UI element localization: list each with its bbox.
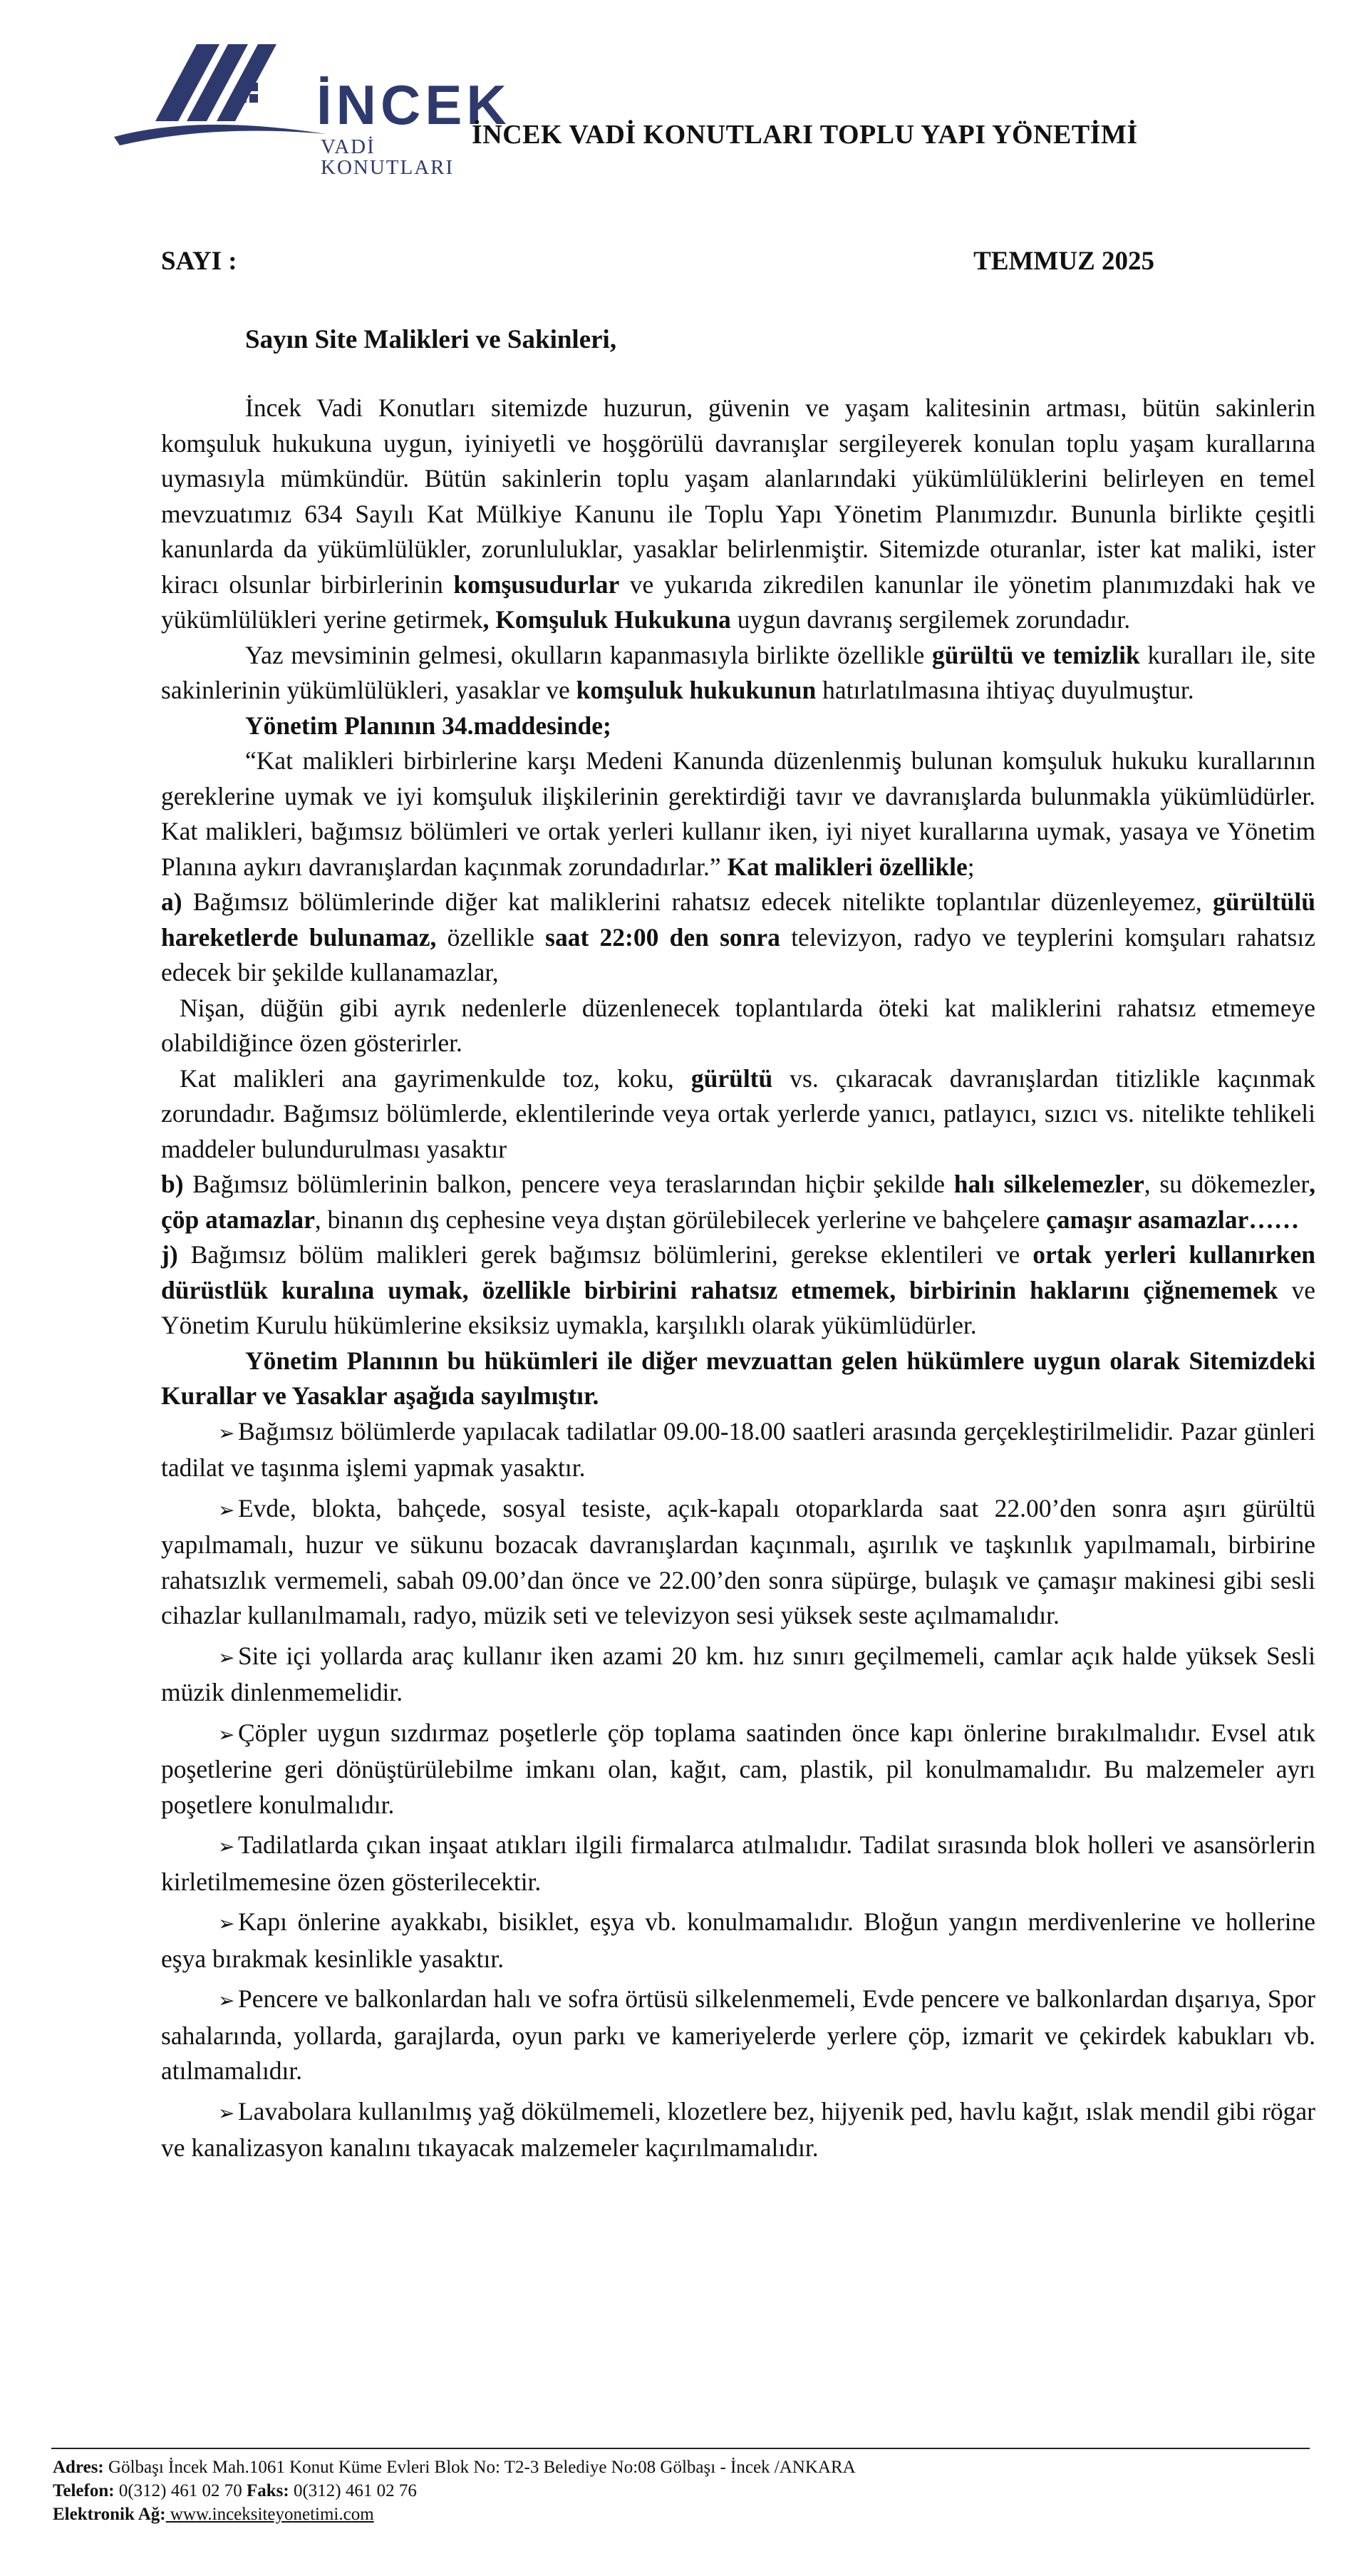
text-run: Bağımsız bölümlerinde diğer kat maliklerini rahatsız edecek nitelikte toplantılar düzenleyemez, xyxy=(182,887,1213,916)
text-run: İncek Vadi Konutları sitemizde huzurun, güvenin ve yaşam kalitesinin artması, bütün sakinlerin komşuluk hukukuna uygun, iyiniyetli ve hoşgörülü davranışlar sergileyerek konulan toplu yaşam kurallarına uymasıyla mümkündür. Bütün sakinlerin toplu yaşam alanlarındaki yükümlülüklerini belirleyen en temel mevzuatımız 634 Sayılı Kat Mülkiye Kanunu ile Toplu Yapı Yönetim Planımızdır. Bununla birlikte çeşitli kanunlarda da yükümlülükler, zorunluluklar, yasaklar belirlenmiştir. Sitemizde oturanlar, ister kat maliki, ister kiracı olsunlar birbirlerinin xyxy=(161,393,1315,599)
fax-number: 0(312) 461 02 76 xyxy=(289,2481,417,2500)
text-run: Bağımsız bölüm malikleri gerek bağımsız bölümlerini, gerekse eklentileri ve xyxy=(177,1240,1033,1269)
article-quote xyxy=(161,743,1315,885)
rule-item xyxy=(161,1905,1315,1977)
arrow-bullet-icon: ➢ xyxy=(218,2101,235,2125)
document-date: TEMMUZ 2025 xyxy=(973,247,1154,276)
bold-run: , Komşuluk Hukukuna xyxy=(482,605,731,634)
organization-title: İNCEK VADİ KONUTLARI TOPLU YAPI YÖNETİMİ xyxy=(472,120,1138,150)
salutation: Sayın Site Malikleri ve Sakinleri, xyxy=(245,325,617,354)
logo-name: İNCEK xyxy=(316,73,511,136)
bold-run: halı silkelemezler xyxy=(953,1170,1144,1198)
rule-item xyxy=(161,1982,1315,2089)
text-run: uygun davranış sergilemek zorundadır. xyxy=(730,605,1131,634)
footer-contact xyxy=(53,2479,856,2503)
footer-divider xyxy=(51,2448,1310,2449)
text-run: ; xyxy=(967,852,975,881)
rule-text: Bağımsız bölümlerde yapılacak tadilatlar 09.00-18.00 saatleri arasında gerçekleştirilmelidir. Pazar günleri tadilat ve taşınma işlemi yapmak yasaktır. xyxy=(161,1416,1315,1482)
company-logo xyxy=(113,37,511,179)
letter-body xyxy=(161,391,1315,2171)
footer-address xyxy=(53,2456,856,2479)
text-run: Kat malikleri ana gayrimenkulde toz, koku, xyxy=(180,1063,691,1093)
text-run: ve Yönetim Kurulu hükümlerine eksiksiz uymakla, karşılıklı olarak yükümlüdürler. xyxy=(161,1275,1315,1339)
bold-run: gürültülü hareketlerde bulunamaz, xyxy=(161,887,1315,952)
item-b xyxy=(161,1167,1315,1237)
rule-item xyxy=(161,2094,1315,2166)
arrow-bullet-icon: ➢ xyxy=(218,1421,235,1445)
plan-article-heading xyxy=(161,709,1315,744)
bold-run: gürültü xyxy=(690,1063,773,1093)
arrow-bullet-icon: ➢ xyxy=(218,1722,235,1746)
bold-run: ortak yerleri kullanırken dürüstlük kuralına uymak, özellikle birbirini rahatsız etmemek, birbirinin haklarını çiğnememek xyxy=(161,1240,1315,1304)
bold-run: , çöp atamazlar xyxy=(161,1170,1316,1234)
text-run: hatırlatılmasına ihtiyaç duyulmuştur. xyxy=(816,676,1194,704)
item-label: j) xyxy=(161,1240,178,1269)
rule-text: Pencere ve balkonlardan halı ve sofra örtüsü silkelenmemeli, Evde pencere ve balkonlardan dışarıya, Spor sahalarında, yollarda, garajlarda, oyun parkı ve kameriyelerde yerlere çöp, izmarit ve çekirdek kabukları vb. atılmamalıdır. xyxy=(161,1984,1315,2085)
arrow-bullet-icon: ➢ xyxy=(218,1989,235,2012)
address-label: Adres: xyxy=(53,2458,104,2477)
footer-web xyxy=(53,2503,856,2526)
text-run: özellikle xyxy=(436,922,546,952)
item-a xyxy=(161,885,1315,991)
rule-text: Çöpler uygun sızdırmaz poşetlerle çöp toplama saatinden önce kapı önlerine bırakılmalıdır. Evsel atık poşetlerine geri dönüştürülebilme imkanı olan, kağıt, cam, plastik, pil konulmamalıdır. Bu malzemeler ayrı poşetlere konulmalıdır. xyxy=(161,1718,1315,1819)
website-link[interactable]: www.inceksiteyonetimi.com xyxy=(165,2505,374,2524)
text-run: ve yukarıda zikredilen kanunlar ile yönetim planımızdaki hak ve yükümlülükleri yerine getirmek xyxy=(161,570,1316,634)
bold-run: saat 22:00 den sonra xyxy=(545,922,780,952)
item-label: a) xyxy=(161,887,182,916)
item-j xyxy=(161,1237,1315,1344)
rule-item xyxy=(161,1716,1315,1823)
item-a-continued: Nişan, düğün gibi ayrık nedenlerle düzenlenecek toplantılarda öteki kat maliklerini rahatsız etmemeye olabildiğince özen gösterirler. xyxy=(161,993,1315,1057)
text-run: , su dökemezler xyxy=(1144,1170,1310,1198)
item-a-hazard xyxy=(161,1061,1315,1168)
bold-run: komşusudurlar xyxy=(453,570,620,599)
reference-number-label: SAYI : xyxy=(161,247,237,276)
arrow-bullet-icon: ➢ xyxy=(218,1498,235,1522)
item-label: b) xyxy=(161,1170,184,1198)
bold-run: komşuluk hukukunun xyxy=(576,676,817,704)
bold-run: Kat malikleri özellikle xyxy=(727,852,968,881)
rule-text: Tadilatlarda çıkan inşaat atıkları ilgili firmalarca atılmalıdır. Tadilat sırasında blok holleri ve asansörlerin kirletilmemesine özen gösterilecektir. xyxy=(161,1830,1315,1896)
rule-item xyxy=(161,1639,1315,1711)
rule-item xyxy=(161,1414,1315,1486)
rule-item xyxy=(161,1828,1315,1900)
text-run: “Kat malikleri birbirlerine karşı Medeni Kanunda düzenlenmiş bulunan komşuluk hukuku kurallarının gereklerine uymak ve iyi komşuluk ilişkilerinin gerektirdiği tavır ve davranışlarda bulunmakla yükümlüdürler. Kat malikleri, bağımsız bölümleri ve ortak yerleri kullanır iken, iyi niyet kurallarına uymak, yasaya ve Yönetim Planına aykırı davranışlardan kaçınmak zorundadırlar.” xyxy=(161,746,1315,881)
bold-run: çamaşır asamazlar…… xyxy=(1046,1205,1300,1234)
rules-list xyxy=(161,1414,1315,2166)
summer-paragraph xyxy=(161,638,1315,709)
rule-text: Kapı önlerine ayakkabı, bisiklet, eşya vb. konulmamalıdır. Bloğun yangın merdivenlerine ve hollerine eşya bırakmak kesinlikle yasaktır. xyxy=(161,1907,1315,1973)
bold-run: Yönetim Planının 34.maddesinde; xyxy=(245,711,611,740)
fax-label: Faks: xyxy=(246,2481,289,2500)
phone-number: 0(312) 461 02 70 xyxy=(114,2481,247,2500)
web-label: Elektronik Ağ: xyxy=(53,2505,166,2524)
arrow-bullet-icon: ➢ xyxy=(218,1645,235,1669)
text-run: Bağımsız bölümlerinin balkon, pencere veya teraslarından hiçbir şekilde xyxy=(183,1170,954,1198)
rule-text: Lavabolara kullanılmış yağ dökülmemeli, klozetlere bez, hijyenik ped, havlu kağıt, ıslak mendil gibi rögar ve kanalizasyon kanalını tıkayacak malzemeler kaçırılmamalıdır. xyxy=(161,2096,1315,2162)
intro-paragraph xyxy=(161,391,1315,638)
logo-subtitle: VADİ KONUTLARI xyxy=(321,135,455,179)
text-run: kuralları ile, site sakinlerinin yükümlülükleri, yasaklar ve xyxy=(161,640,1315,704)
text-run: , binanın dış cephesine veya dıştan görülebilecek yerlerine ve bahçelere xyxy=(314,1205,1047,1234)
bold-run: gürültü ve temizlik xyxy=(932,640,1140,669)
address-text: Gölbaşı İncek Mah.1061 Konut Küme Evleri Blok No: T2-3 Belediye No:08 Gölbaşı - İncek /ANKARA xyxy=(103,2458,856,2477)
roof-logo-icon xyxy=(113,37,326,158)
bold-run: Yönetim Planının bu hükümleri ile diğer mevzuattan gelen hükümlere uygun olarak Sitemizdeki Kurallar ve Yasaklar aşağıda sayılmıştır. xyxy=(161,1346,1315,1410)
text-run: vs. çıkaracak davranışlardan titizlikle kaçınmak zorundadır. Bağımsız bölümlerde, eklentilerinde veya ortak yerlerde yanıcı, patlayıcı, sızıcı vs. nitelikte tehlikeli maddeler bulundurulması yasaktır xyxy=(161,1063,1315,1163)
rule-text: Evde, blokta, bahçede, sosyal tesiste, açık-kapalı otoparklarda saat 22.00’den sonra aşırı gürültü yapılmamalı, huzur ve sükunu bozacak davranışlardan kaçınmalı, aşırılık ve taşkınlık yapılmamalı, birbirine rahatsızlık vermemeli, sabah 09.00’dan önce ve 22.00’den sonra süpürge, bulaşık ve çamaşır makinesi gibi sesli cihazlar kullanılmamalı, radyo, müzik seti ve televizyon sesi yüksek seste açılmamalıdır. xyxy=(161,1493,1315,1629)
text-run: televizyon, radyo ve teyplerini komşuları rahatsız edecek bir şekilde kullanamazlar, xyxy=(161,922,1315,986)
text-run: Yaz mevsiminin gelmesi, okulların kapanmasıyla birlikte özellikle xyxy=(245,640,933,669)
rules-heading xyxy=(161,1344,1315,1414)
footer xyxy=(53,2456,856,2526)
arrow-bullet-icon: ➢ xyxy=(218,1835,235,1858)
rule-item xyxy=(161,1491,1315,1634)
phone-label: Telefon: xyxy=(53,2481,115,2500)
arrow-bullet-icon: ➢ xyxy=(218,1912,235,1935)
rule-text: Site içi yollarda araç kullanır iken azami 20 km. hız sınırı geçilmemeli, camlar açık halde yüksek Sesli müzik dinlenmemelidir. xyxy=(161,1641,1315,1706)
